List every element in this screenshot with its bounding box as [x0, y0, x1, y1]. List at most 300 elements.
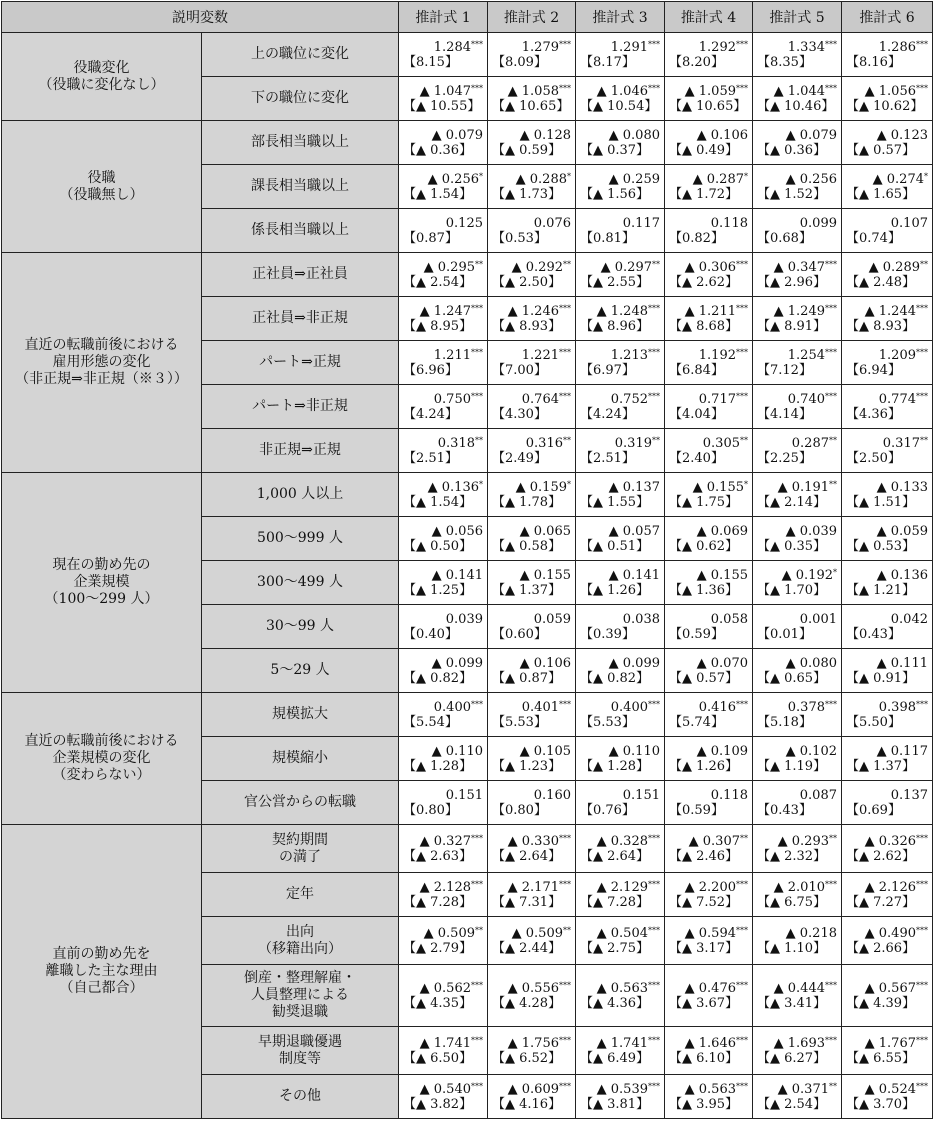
variable-label — [202, 605, 399, 649]
coefficient-value: ▲ 0.102 — [785, 743, 837, 759]
coefficient-value: ▲ 0.274 — [872, 171, 924, 187]
coefficient-line — [580, 880, 660, 895]
coefficient-value: ▲ 2.010 — [773, 879, 825, 895]
variable-label-line: 上の職位に変化 — [251, 46, 349, 62]
coefficient-cell — [576, 1075, 665, 1119]
significance-stars: *** — [648, 699, 660, 709]
coefficient-value: ▲ 0.371 — [777, 1081, 829, 1097]
significance-stars: *** — [736, 980, 748, 990]
group-label-line: （非正規⇒非正規（※３）） — [15, 371, 188, 387]
coefficient-cell — [842, 33, 933, 77]
coefficient-value: ▲ 1.047 — [419, 83, 471, 99]
coefficient-cell — [576, 561, 665, 605]
table-body — [2, 33, 933, 1119]
significance-stars: *** — [916, 879, 928, 889]
coefficient-value: ▲ 0.556 — [507, 980, 559, 996]
coefficient-value: ▲ 0.509 — [423, 925, 475, 941]
group-label-line: 役職 — [87, 169, 116, 186]
significance-stars: *** — [559, 347, 571, 357]
coefficient-line — [403, 524, 483, 539]
t-value: 【4.30】 — [492, 406, 547, 422]
t-value: 【▲ 6.75】 — [757, 894, 827, 910]
significance-stars: *** — [559, 83, 571, 93]
variable-label-line: 倒産・整理解雇・ — [244, 970, 356, 986]
regression-table — [1, 1, 933, 1119]
coefficient-line — [669, 926, 748, 941]
coefficient-value: ▲ 0.509 — [511, 925, 563, 941]
variable-label — [202, 385, 399, 429]
coefficient-value: 0.118 — [710, 787, 748, 803]
coefficient-line — [492, 744, 571, 759]
table-row — [2, 253, 933, 297]
significance-stars: *** — [736, 39, 748, 49]
variable-label — [202, 917, 399, 965]
coefficient-line — [757, 304, 837, 319]
coefficient-line — [846, 612, 928, 627]
variable-label — [202, 209, 399, 253]
coefficient-line — [580, 612, 660, 627]
t-value: 【▲ 6.27】 — [757, 1050, 827, 1066]
variable-label — [202, 1027, 399, 1075]
t-value: 【0.69】 — [846, 802, 901, 818]
t-value: 【▲ 1.72】 — [669, 186, 739, 202]
significance-stars: *** — [648, 391, 660, 401]
coefficient-value: 0.137 — [890, 787, 928, 803]
coefficient-cell — [399, 693, 488, 737]
coefficient-value: ▲ 0.110 — [608, 743, 660, 759]
coefficient-line — [757, 348, 837, 363]
coefficient-cell — [488, 209, 576, 253]
significance-stars: *** — [736, 303, 748, 313]
coefficient-cell — [488, 33, 576, 77]
significance-stars: *** — [648, 347, 660, 357]
coefficient-line — [669, 1082, 748, 1097]
coefficient-value: 1.291 — [610, 39, 648, 55]
significance-stars: *** — [471, 391, 483, 401]
coefficient-line — [669, 524, 748, 539]
coefficient-cell — [399, 825, 488, 873]
variable-label-line: 規模縮小 — [272, 750, 328, 766]
coefficient-value: 0.717 — [698, 391, 736, 407]
coefficient-value: 0.316 — [525, 435, 563, 451]
coefficient-line — [492, 84, 571, 99]
coefficient-cell — [842, 781, 933, 825]
coefficient-value: 0.107 — [890, 215, 928, 231]
coefficient-line — [846, 981, 928, 996]
coefficient-cell — [665, 605, 753, 649]
variable-label-line: 正社員⇒非正規 — [252, 310, 348, 326]
coefficient-line — [669, 84, 748, 99]
t-value: 【▲ 2.75】 — [580, 940, 650, 956]
coefficient-line — [757, 880, 837, 895]
coefficient-value: ▲ 0.594 — [684, 925, 736, 941]
significance-stars: *** — [648, 925, 660, 935]
coefficient-value: ▲ 0.444 — [773, 980, 825, 996]
coefficient-value: ▲ 1.741 — [419, 1035, 471, 1051]
coefficient-line — [580, 348, 660, 363]
variable-label — [202, 737, 399, 781]
coefficient-value: 0.416 — [698, 699, 736, 715]
t-value: 【▲ 2.55】 — [580, 274, 650, 290]
coefficient-value: ▲ 2.128 — [419, 879, 471, 895]
coefficient-value: ▲ 0.159 — [515, 479, 567, 495]
coefficient-value: 0.125 — [445, 215, 483, 231]
coefficient-value: ▲ 2.171 — [507, 879, 559, 895]
variable-label — [202, 965, 399, 1027]
t-value: 【▲ 0.58】 — [492, 538, 562, 554]
coefficient-cell — [399, 33, 488, 77]
coefficient-line — [580, 392, 660, 407]
coefficient-cell — [665, 385, 753, 429]
t-value: 【▲ 1.26】 — [669, 758, 739, 774]
coefficient-cell — [488, 1075, 576, 1119]
t-value: 【▲ 10.46】 — [757, 98, 835, 114]
coefficient-value: ▲ 0.524 — [864, 1081, 916, 1097]
significance-stars: *** — [559, 879, 571, 889]
coefficient-line — [757, 568, 837, 583]
coefficient-cell — [753, 649, 842, 693]
coefficient-cell — [488, 693, 576, 737]
coefficient-cell — [399, 873, 488, 917]
t-value: 【▲ 3.70】 — [846, 1096, 916, 1112]
coefficient-line — [580, 172, 660, 187]
t-value: 【▲ 2.54】 — [757, 1096, 827, 1112]
coefficient-line — [492, 216, 571, 231]
coefficient-value: ▲ 0.295 — [423, 259, 475, 275]
coefficient-line — [580, 304, 660, 319]
coefficient-line — [846, 656, 928, 671]
t-value: 【▲ 2.50】 — [492, 274, 562, 290]
t-value: 【▲ 6.10】 — [669, 1050, 739, 1066]
t-value: 【▲ 0.51】 — [580, 538, 650, 554]
t-value: 【▲ 1.25】 — [403, 582, 473, 598]
coefficient-cell — [753, 693, 842, 737]
coefficient-cell — [488, 1027, 576, 1075]
t-value: 【0.40】 — [403, 626, 458, 642]
group-label-line: 企業規模の変化 — [52, 750, 151, 766]
coefficient-line — [492, 981, 571, 996]
coefficient-value: ▲ 1.767 — [864, 1035, 916, 1051]
variable-label-line: 30～99 人 — [265, 618, 335, 634]
t-value: 【▲ 0.82】 — [403, 670, 473, 686]
t-value: 【▲ 0.91】 — [846, 670, 916, 686]
significance-stars: *** — [736, 391, 748, 401]
t-value: 【▲ 7.27】 — [846, 894, 916, 910]
coefficient-line — [669, 568, 748, 583]
table-row — [2, 33, 933, 77]
coefficient-cell — [399, 1075, 488, 1119]
coefficient-cell — [488, 965, 576, 1027]
significance-stars: ** — [920, 435, 928, 445]
model-header: 推計式 2 — [488, 2, 576, 33]
coefficient-value: ▲ 0.106 — [519, 655, 571, 671]
coefficient-line — [580, 1082, 660, 1097]
t-value: 【▲ 2.63】 — [403, 848, 473, 864]
coefficient-value: ▲ 0.293 — [777, 833, 829, 849]
t-value: 【8.17】 — [580, 54, 635, 70]
coefficient-cell — [488, 473, 576, 517]
t-value: 【▲ 6.55】 — [846, 1050, 916, 1066]
coefficient-line — [757, 700, 837, 715]
coefficient-value: 0.118 — [710, 215, 748, 231]
group-label-line: 企業規模 — [73, 574, 130, 590]
coefficient-line — [403, 84, 483, 99]
t-value: 【2.49】 — [492, 450, 547, 466]
coefficient-value: 0.318 — [437, 435, 475, 451]
t-value: 【▲ 8.68】 — [669, 318, 739, 334]
coefficient-cell — [665, 965, 753, 1027]
coefficient-cell — [665, 517, 753, 561]
coefficient-line — [669, 981, 748, 996]
coefficient-value: ▲ 1.046 — [596, 83, 648, 99]
variable-label-line: 人員整理による — [251, 987, 349, 1003]
coefficient-value: ▲ 1.249 — [773, 303, 825, 319]
coefficient-value: ▲ 0.256 — [785, 171, 837, 187]
coefficient-value: 0.752 — [610, 391, 648, 407]
variable-label-line: 正社員⇒正社員 — [252, 266, 348, 282]
significance-stars: *** — [736, 1035, 748, 1045]
coefficient-cell — [753, 77, 842, 121]
coefficient-value: ▲ 0.504 — [596, 925, 648, 941]
coefficient-value: 0.287 — [791, 435, 829, 451]
coefficient-line — [757, 128, 837, 143]
coefficient-line — [669, 880, 748, 895]
variable-label-line: 下の職位に変化 — [251, 90, 349, 106]
coefficient-line — [580, 128, 660, 143]
t-value: 【▲ 2.64】 — [492, 848, 562, 864]
coefficient-line — [492, 834, 571, 849]
significance-stars: ** — [563, 259, 571, 269]
coefficient-value: ▲ 0.039 — [785, 523, 837, 539]
coefficient-cell — [842, 649, 933, 693]
coefficient-cell — [842, 825, 933, 873]
coefficient-cell — [842, 737, 933, 781]
significance-stars: *** — [648, 1035, 660, 1045]
t-value: 【▲ 2.44】 — [492, 940, 562, 956]
coefficient-value: ▲ 1.646 — [684, 1035, 736, 1051]
t-value: 【▲ 2.54】 — [403, 274, 473, 290]
t-value: 【8.16】 — [846, 54, 901, 70]
coefficient-cell — [576, 253, 665, 297]
coefficient-value: 1.284 — [433, 39, 471, 55]
coefficient-cell — [399, 385, 488, 429]
coefficient-value: ▲ 0.133 — [876, 479, 928, 495]
coefficient-cell — [842, 917, 933, 965]
coefficient-line — [757, 612, 837, 627]
coefficient-value: ▲ 1.244 — [864, 303, 916, 319]
t-value: 【8.20】 — [669, 54, 724, 70]
significance-stars: * — [924, 171, 928, 181]
coefficient-cell — [488, 429, 576, 473]
coefficient-line — [580, 700, 660, 715]
coefficient-value: ▲ 0.080 — [608, 127, 660, 143]
t-value: 【▲ 1.56】 — [580, 186, 650, 202]
variable-label-line: 定年 — [286, 886, 314, 902]
t-value: 【▲ 10.55】 — [403, 98, 481, 114]
coefficient-value: 0.076 — [533, 215, 571, 231]
coefficient-line — [846, 348, 928, 363]
coefficient-cell — [488, 121, 576, 165]
coefficient-cell — [576, 209, 665, 253]
t-value: 【▲ 0.57】 — [669, 670, 739, 686]
coefficient-cell — [665, 253, 753, 297]
significance-stars: ** — [829, 479, 837, 489]
significance-stars: *** — [916, 925, 928, 935]
significance-stars: *** — [825, 303, 837, 313]
coefficient-cell — [576, 77, 665, 121]
t-value: 【▲ 0.59】 — [492, 142, 562, 158]
variable-label — [202, 561, 399, 605]
coefficient-value: 0.400 — [433, 699, 471, 715]
coefficient-value: ▲ 0.327 — [419, 833, 471, 849]
coefficient-line — [846, 568, 928, 583]
t-value: 【▲ 6.52】 — [492, 1050, 562, 1066]
t-value: 【▲ 10.62】 — [846, 98, 924, 114]
significance-stars: *** — [825, 391, 837, 401]
significance-stars: *** — [648, 833, 660, 843]
t-value: 【▲ 1.28】 — [403, 758, 473, 774]
t-value: 【▲ 3.95】 — [669, 1096, 739, 1112]
coefficient-cell — [753, 737, 842, 781]
coefficient-value: 1.209 — [878, 347, 916, 363]
t-value: 【2.50】 — [846, 450, 901, 466]
group-label — [2, 473, 202, 693]
t-value: 【▲ 8.93】 — [492, 318, 562, 334]
coefficient-cell — [399, 209, 488, 253]
significance-stars: ** — [652, 259, 660, 269]
t-value: 【▲ 0.49】 — [669, 142, 739, 158]
coefficient-cell — [665, 561, 753, 605]
t-value: 【7.12】 — [757, 362, 812, 378]
significance-stars: *** — [916, 39, 928, 49]
coefficient-value: ▲ 0.099 — [431, 655, 483, 671]
t-value: 【▲ 3.41】 — [757, 995, 827, 1011]
significance-stars: *** — [559, 980, 571, 990]
coefficient-value: ▲ 1.246 — [507, 303, 559, 319]
coefficient-line — [669, 480, 748, 495]
coefficient-cell — [488, 385, 576, 429]
group-label — [2, 825, 202, 1119]
coefficient-cell — [753, 473, 842, 517]
coefficient-cell — [753, 965, 842, 1027]
t-value: 【▲ 8.95】 — [403, 318, 473, 334]
coefficient-line — [669, 656, 748, 671]
coefficient-cell — [665, 737, 753, 781]
t-value: 【2.51】 — [580, 450, 635, 466]
coefficient-line — [669, 40, 748, 55]
coefficient-line — [492, 788, 571, 803]
coefficient-cell — [399, 561, 488, 605]
t-value: 【5.53】 — [492, 714, 547, 730]
coefficient-line — [403, 700, 483, 715]
coefficient-cell — [665, 429, 753, 473]
coefficient-line — [580, 788, 660, 803]
coefficient-value: ▲ 2.129 — [596, 879, 648, 895]
coefficient-value: ▲ 1.248 — [596, 303, 648, 319]
significance-stars: * — [567, 171, 571, 181]
coefficient-value: ▲ 1.059 — [684, 83, 736, 99]
coefficient-line — [492, 612, 571, 627]
coefficient-line — [669, 304, 748, 319]
table-row — [2, 473, 933, 517]
coefficient-line — [492, 436, 571, 451]
coefficient-value: ▲ 1.756 — [507, 1035, 559, 1051]
coefficient-line — [492, 40, 571, 55]
t-value: 【2.51】 — [403, 450, 458, 466]
t-value: 【▲ 0.82】 — [580, 670, 650, 686]
coefficient-value: ▲ 0.123 — [876, 127, 928, 143]
coefficient-value: ▲ 1.211 — [684, 303, 736, 319]
t-value: 【▲ 1.78】 — [492, 494, 562, 510]
coefficient-value: ▲ 0.080 — [785, 655, 837, 671]
coefficient-line — [492, 926, 571, 941]
t-value: 【▲ 6.49】 — [580, 1050, 650, 1066]
t-value: 【4.24】 — [580, 406, 635, 422]
coefficient-line — [846, 392, 928, 407]
significance-stars: *** — [825, 1035, 837, 1045]
t-value: 【0.01】 — [757, 626, 812, 642]
coefficient-line — [403, 1082, 483, 1097]
coefficient-value: ▲ 0.070 — [696, 655, 748, 671]
table-row — [2, 121, 933, 165]
coefficient-cell — [753, 605, 842, 649]
coefficient-cell — [753, 561, 842, 605]
coefficient-line — [403, 172, 483, 187]
coefficient-cell — [399, 1027, 488, 1075]
variable-label — [202, 297, 399, 341]
coefficient-cell — [488, 649, 576, 693]
coefficient-value: ▲ 0.059 — [876, 523, 928, 539]
coefficient-value: 0.160 — [533, 787, 571, 803]
t-value: 【▲ 2.96】 — [757, 274, 827, 290]
coefficient-cell — [665, 1027, 753, 1075]
t-value: 【▲ 4.16】 — [492, 1096, 562, 1112]
coefficient-value: ▲ 0.056 — [431, 523, 483, 539]
coefficient-value: ▲ 1.056 — [864, 83, 916, 99]
variable-label — [202, 341, 399, 385]
coefficient-line — [403, 480, 483, 495]
significance-stars: *** — [648, 39, 660, 49]
variable-label — [202, 825, 399, 873]
coefficient-value: 0.740 — [787, 391, 825, 407]
coefficient-line — [669, 612, 748, 627]
variable-label-line: 部長相当職以上 — [251, 134, 349, 150]
t-value: 【▲ 1.10】 — [757, 940, 827, 956]
coefficient-value: 0.317 — [882, 435, 920, 451]
t-value: 【0.74】 — [846, 230, 901, 246]
coefficient-line — [403, 348, 483, 363]
coefficient-cell — [399, 649, 488, 693]
group-label-line: 現在の勤め先の — [52, 557, 151, 573]
coefficient-value: ▲ 0.155 — [692, 479, 744, 495]
t-value: 【5.54】 — [403, 714, 458, 730]
t-value: 【0.59】 — [669, 626, 724, 642]
t-value: 【▲ 4.36】 — [580, 995, 650, 1011]
coefficient-line — [757, 744, 837, 759]
t-value: 【▲ 8.91】 — [757, 318, 827, 334]
group-label-line: 雇用形態の変化 — [52, 354, 151, 370]
coefficient-cell — [576, 781, 665, 825]
significance-stars: ** — [563, 435, 571, 445]
coefficient-cell — [488, 341, 576, 385]
t-value: 【▲ 7.31】 — [492, 894, 562, 910]
significance-stars: *** — [916, 833, 928, 843]
significance-stars: *** — [471, 699, 483, 709]
t-value: 【▲ 2.14】 — [757, 494, 827, 510]
coefficient-value: ▲ 1.247 — [419, 303, 471, 319]
significance-stars: *** — [736, 879, 748, 889]
coefficient-cell — [665, 121, 753, 165]
